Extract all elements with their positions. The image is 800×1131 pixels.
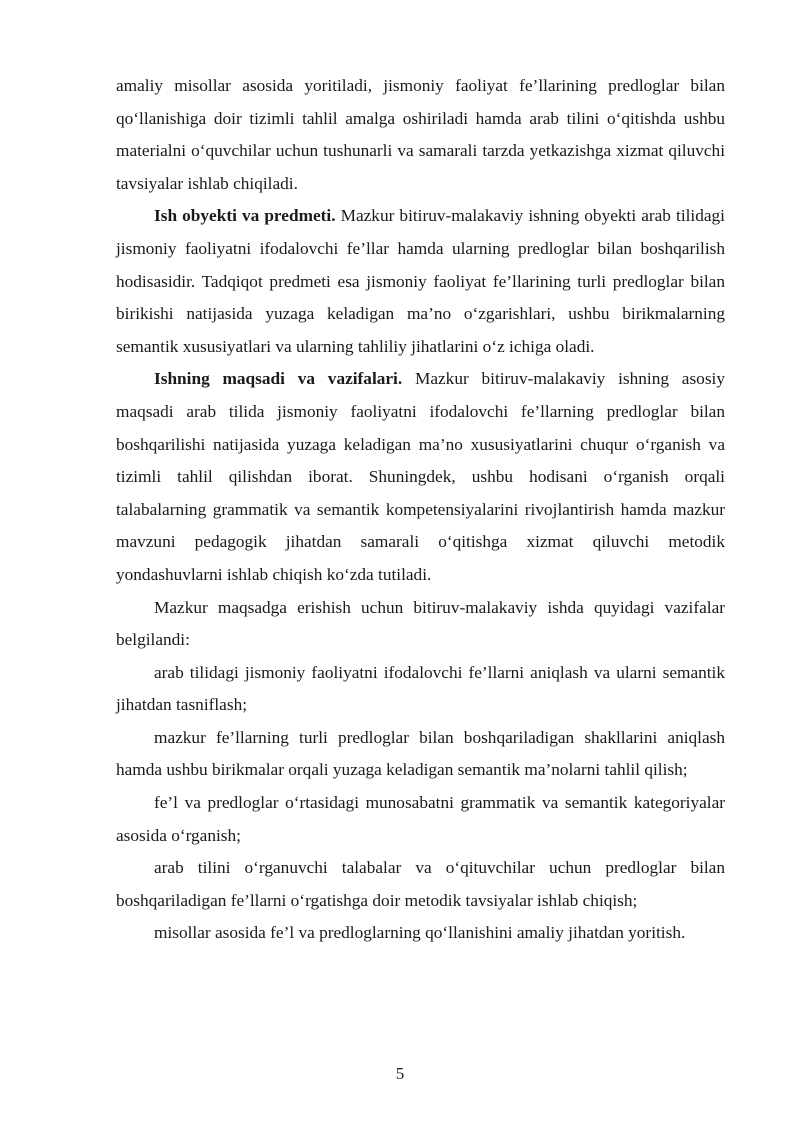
paragraph-tasks-intro: Mazkur maqsadga erishish uchun bitiruv-malakaviy ishda quyidagi vazifalar belgilandi: [116,597,725,650]
task-item-3: fe’l va predloglar o‘rtasidagi munosabatni grammatik va semantik kategoriyalar asosida o‘rganish; [116,793,725,845]
page-number: 5 [395,1064,405,1083]
body-text [116,70,725,950]
paragraph-aims-tasks-body: Mazkur bitiruv-malakaviy ishning asosiy maqsadi arab tilida jismoniy faoliyatni ifodalovchi fe’llarning predloglar bilan boshqarilishi natijasida yuzaga keladigan ma’no xususiyatlarini chuqur o‘rganish va tizimli tahlil qilishdan iborat. Shuningdek, ushbu hodisani o‘rganish orqali talabalarning grammatik va semantik kompetensiyalarini rivojlantirish hamda mazkur mavzuni pedagogik jihatdan samarali o‘qitishga xizmat qiluvchi metodik yondashuvlarni ishlab chiqish ko‘zda tutiladi. [116,369,725,584]
paragraph-object-subject-body: Mazkur bitiruv-malakaviy ishning obyekti arab tilidagi jismoniy faoliyatni ifodalovchi fe’llar hamda ularning predloglar bilan boshqarilish hodisasidir. Tadqiqot predmeti esa jismoniy faoliyat fe’llarining turli predloglar bilan birikishi natijasida yuzaga keladigan ma’no o‘zgarishlari, ushbu birikmalarning semantik xususiyatlari va ularning tahliliy jihatlarini o‘z ichiga oladi. [116,206,725,356]
task-item-2: mazkur fe’llarning turli predloglar bilan boshqariladigan shakllarini aniqlash hamda ushbu birikmalar orqali yuzaga keladigan semantik ma’nolarni tahlil qilish; [116,727,725,780]
paragraph-aims-tasks [116,363,725,591]
heading-aims-tasks: Ishning maqsadi va vazifalari. [154,369,403,389]
paragraph-intro-continuation: amaliy misollar asosida yoritiladi, jismoniy faoliyat fe’llarining predloglar bilan qo‘llanishiga doir tizimli tahlil amalga oshiriladi hamda arab tilini o‘qitishda ushbu materialni o‘quvchilar uchun tushunarli va samarali tarzda yetkazishga xizmat qiluvchi tavsiyalar ishlab chiqiladi. [116,76,725,193]
heading-object-subject: Ish obyekti va predmeti. [154,206,336,226]
task-item-4: arab tilini o‘rganuvchi talabalar va o‘qituvchilar uchun predloglar bilan boshqariladigan fe’llarni o‘rgatishga doir metodik tavsiyalar ishlab chiqish; [116,858,725,910]
task-item-1: arab tilidagi jismoniy faoliyatni ifodalovchi fe’llarni aniqlash va ularni semantik jihatdan tasniflash; [116,662,725,715]
paragraph-object-subject [116,200,725,363]
task-item-5: misollar asosida fe’l va predloglarning qo‘llanishini amaliy jihatdan yoritish. [154,923,686,943]
